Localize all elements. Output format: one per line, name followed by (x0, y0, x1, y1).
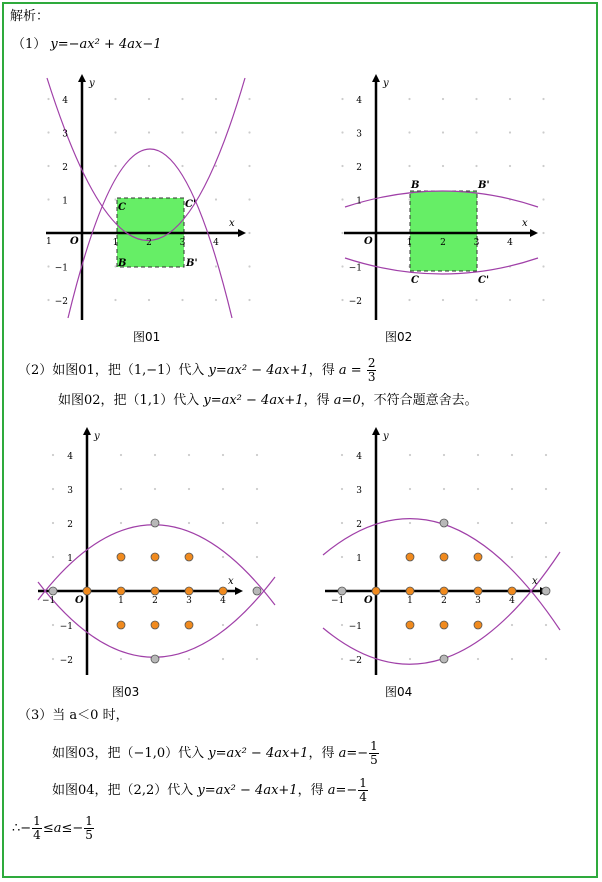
grid-dot (341, 522, 343, 524)
part2-line1: （2）如图01，把（1,−1）代入 y=ax² − 4ax+1，得 a = $\frac{2}{3}$ (18, 356, 376, 384)
grid-dot (545, 522, 547, 524)
grid-dot (475, 131, 477, 133)
grid-dot (52, 658, 54, 660)
x-tick-label: 1 (407, 596, 413, 606)
part3-line2-mid: ，得 (297, 783, 324, 798)
grid-dot (256, 624, 258, 626)
grid-dot (248, 232, 250, 234)
y-tick-label: 3 (67, 486, 73, 496)
orange-point (406, 553, 414, 561)
x-tick-neg1: 1 (46, 237, 52, 247)
grid-dot (248, 98, 250, 100)
orange-point (406, 587, 414, 595)
grid-dot (248, 131, 250, 133)
parabola-upper (323, 519, 560, 630)
x-tick-label: 3 (179, 238, 186, 248)
part1-formula: y=−ax² + 4ax−1 (50, 37, 162, 52)
grid-dot (443, 488, 445, 490)
y-axis-label: y (94, 431, 100, 442)
grid-dot (215, 165, 217, 167)
y-tick-label: −2 (59, 656, 73, 666)
grid-dot (475, 299, 477, 301)
part2-line1-var: a (338, 363, 347, 378)
y-tick-label: 4 (67, 452, 73, 462)
grid-dot (443, 454, 445, 456)
part2-line1-formula: y=ax² − 4ax+1 (208, 363, 309, 378)
figure-01 (40, 75, 250, 335)
grid-dot (545, 488, 547, 490)
grid-dot (511, 624, 513, 626)
part3-intro: 当 a＜0 时， (52, 708, 129, 723)
grid-dot (509, 299, 511, 301)
grid-dot (509, 131, 511, 133)
y-tick-label: 4 (356, 96, 362, 106)
grid-dot (545, 624, 547, 626)
part3-line1-formula: y=ax² − 4ax+1 (208, 746, 309, 761)
fig03-caption: 图03 (112, 685, 140, 699)
grid-dot (47, 198, 49, 200)
x-tick-label: 3 (475, 596, 481, 606)
grid-dot (256, 454, 258, 456)
grid-dot (114, 265, 116, 267)
y-axis-arrow (83, 427, 91, 435)
grid-dot (47, 299, 49, 301)
grid-dot (341, 299, 343, 301)
grid-dot (477, 522, 479, 524)
y-tick-label: 2 (356, 520, 362, 530)
grid-dot (52, 522, 54, 524)
y-tick-label: −1 (348, 263, 362, 274)
x-tick-label: 2 (440, 238, 446, 248)
orange-point (508, 587, 516, 595)
part3-intro-line (18, 709, 129, 722)
frac-den: 4 (359, 790, 367, 804)
grid-dot (148, 98, 150, 100)
frac-num: 2 (367, 356, 376, 370)
grid-dot (341, 198, 343, 200)
part1-line (12, 38, 162, 51)
y-tick-label: −1 (59, 622, 73, 632)
grid-dot (222, 488, 224, 490)
y-axis-label: y (383, 78, 389, 89)
grid-dot (341, 232, 343, 234)
grid-dot (509, 165, 511, 167)
grid-dot (188, 658, 190, 660)
y-tick-label: 1 (67, 554, 73, 564)
grid-dot (545, 454, 547, 456)
part3-line2-var: a=− (327, 783, 358, 798)
grid-dot (477, 454, 479, 456)
frac-den: 5 (85, 828, 93, 842)
grid-dot (341, 131, 343, 133)
grid-dot (148, 299, 150, 301)
grid-dot (542, 265, 544, 267)
orange-point (440, 621, 448, 629)
y-tick-label: 2 (356, 163, 362, 173)
grid-dot (542, 198, 544, 200)
grid-dot (120, 658, 122, 660)
grid-dot (222, 454, 224, 456)
figure-03 (35, 420, 285, 680)
grid-dot (341, 98, 343, 100)
orange-point (151, 553, 159, 561)
fig02-label-b-prime: B' (478, 180, 490, 191)
x-axis-label: x (228, 576, 234, 587)
grid-dot (148, 165, 150, 167)
orange-point (219, 587, 227, 595)
y-axis-label: y (383, 431, 389, 442)
grid-dot (511, 488, 513, 490)
grid-dot (248, 265, 250, 267)
part1-label: （1） (12, 37, 47, 52)
gray-point (49, 587, 57, 595)
grid-dot (442, 98, 444, 100)
origin-label: O (75, 595, 84, 606)
x-axis-arrow (235, 587, 243, 595)
fig02-label-c-prime: C' (478, 275, 490, 286)
part3-line2-pre: 如图04，把（2,2）代入 (52, 783, 194, 798)
part3-label: （3） (18, 708, 53, 723)
y-tick-label: 2 (67, 520, 73, 530)
origin-label: O (70, 236, 79, 247)
frac-den: 4 (33, 828, 41, 842)
x-tick-label: 3 (186, 596, 192, 606)
grid-dot (542, 165, 544, 167)
grid-dot (341, 165, 343, 167)
grid-dot (408, 131, 410, 133)
y-tick-label: −1 (54, 263, 68, 274)
x-tick-label: 1 (406, 238, 413, 248)
grid-dot (114, 131, 116, 133)
grid-dot (511, 522, 513, 524)
x-tick-labels (407, 596, 515, 606)
grid-dot (47, 165, 49, 167)
x-axis-label: x (532, 576, 538, 587)
x-tick-label: 2 (441, 596, 447, 606)
grid-dot (222, 624, 224, 626)
frac-num: 1 (370, 739, 378, 753)
x-axis-label: x (229, 218, 235, 229)
conclusion-line (12, 815, 95, 842)
orange-point (185, 587, 193, 595)
conclusion-mid: ≤a≤− (42, 821, 84, 836)
fraction-concl-2 (84, 815, 94, 842)
grid-dot (475, 98, 477, 100)
x-tick-neg1: −1 (42, 596, 56, 606)
green-square (410, 191, 477, 271)
y-tick-labels (349, 452, 363, 666)
orange-point (440, 587, 448, 595)
x-tick-label: 4 (507, 238, 513, 248)
part2-line2-formula: y=ax² − 4ax+1 (203, 393, 304, 408)
x-tick-neg1: −1 (331, 596, 345, 606)
gray-point (338, 587, 346, 595)
part3-line1-pre: 如图03，把（−1,0）代入 (52, 746, 205, 761)
fig01-label-c: C (118, 202, 126, 213)
grid-dot (188, 522, 190, 524)
frac-den: 5 (370, 753, 378, 767)
grid-dot (114, 299, 116, 301)
grid-dot (442, 299, 444, 301)
part2-line2-result: a=0 (333, 393, 361, 408)
y-axis-arrow (372, 74, 380, 82)
grid-dot (256, 556, 258, 558)
grid-dot (409, 658, 411, 660)
fraction-concl-1 (32, 815, 42, 842)
gray-point (253, 587, 261, 595)
y-tick-label: 2 (62, 163, 68, 173)
gray-point (151, 519, 159, 527)
y-tick-labels (55, 96, 69, 307)
orange-point (117, 553, 125, 561)
grid-dot (545, 658, 547, 660)
y-tick-label: −2 (54, 297, 68, 307)
grid-dot (215, 265, 217, 267)
y-axis-label: y (89, 78, 95, 89)
y-tick-label: 3 (62, 129, 68, 140)
gray-point (440, 655, 448, 663)
part3-line1 (52, 740, 380, 767)
y-tick-label: 1 (62, 196, 68, 207)
grid-dot (188, 488, 190, 490)
grid-dot (215, 131, 217, 133)
grid-dot (248, 198, 250, 200)
y-tick-label: 3 (356, 129, 362, 140)
part3-line2 (52, 777, 369, 804)
y-tick-label: 1 (356, 196, 362, 207)
grid-dot (542, 131, 544, 133)
grid-dot (181, 131, 183, 133)
gray-point (440, 519, 448, 527)
grid-dot (215, 299, 217, 301)
y-axis-arrow (78, 74, 86, 82)
orange-point (117, 587, 125, 595)
orange-point (151, 587, 159, 595)
frac-num: 1 (85, 814, 93, 828)
grid-dot (120, 454, 122, 456)
part2-line2-mid: ，得 (303, 393, 330, 408)
orange-point (185, 621, 193, 629)
fig01-label-b: B (118, 258, 127, 269)
fig02-caption: 图02 (385, 330, 413, 344)
figure-02 (335, 75, 545, 335)
fig02-label-c: C (411, 275, 419, 286)
curve-upper (50, 115, 240, 166)
grid-dot (442, 165, 444, 167)
fraction-1-5 (369, 740, 379, 767)
x-tick-label: 1 (112, 238, 119, 248)
x-tick-labels (118, 596, 226, 606)
part2-line2-pre: 如图02，把（1,1）代入 (58, 393, 200, 408)
grid-dot (409, 454, 411, 456)
solution-title: 解析： (10, 9, 50, 24)
fraction-2-3 (367, 357, 377, 384)
frac-num: 1 (33, 814, 41, 828)
grid-dot (477, 488, 479, 490)
fig01-label-c-prime: C' (185, 199, 197, 210)
origin-label: O (364, 236, 373, 247)
x-tick-label: 1 (118, 596, 124, 606)
orange-point (440, 553, 448, 561)
y-tick-label: 1 (356, 554, 362, 564)
grid-dot (256, 522, 258, 524)
grid-dot (114, 98, 116, 100)
y-tick-label: −2 (348, 656, 362, 666)
orange-point (185, 553, 193, 561)
frac-den: 3 (367, 370, 376, 384)
grid-dot (248, 165, 250, 167)
y-tick-label: 4 (356, 452, 362, 462)
grid-dot (114, 198, 116, 200)
grid-dot (222, 556, 224, 558)
grid-dot (256, 658, 258, 660)
grid-dot (47, 265, 49, 267)
gray-point (542, 587, 550, 595)
grid-dot (222, 522, 224, 524)
figure-04 (320, 420, 560, 680)
y-tick-labels (60, 452, 74, 666)
grid-dot (408, 165, 410, 167)
y-tick-label: −1 (348, 622, 362, 632)
grid-dot (215, 198, 217, 200)
grid-dot (341, 454, 343, 456)
x-tick-label: 4 (213, 238, 219, 248)
orange-point (151, 621, 159, 629)
x-tick-label: 3 (473, 238, 480, 248)
grid-dot (409, 488, 411, 490)
y-tick-label: 3 (356, 486, 362, 496)
orange-point (83, 587, 91, 595)
grid-dot (341, 556, 343, 558)
grid-dot (545, 556, 547, 558)
grid-dot (154, 488, 156, 490)
grid-dot (542, 232, 544, 234)
fig04-caption: 图04 (385, 685, 413, 699)
grid-dot (188, 454, 190, 456)
grid-dot (409, 522, 411, 524)
grid-dot (114, 165, 116, 167)
grid-dot (341, 624, 343, 626)
orange-point (372, 587, 380, 595)
grid-dot (408, 299, 410, 301)
orange-point (406, 621, 414, 629)
fig01-caption: 图01 (133, 330, 161, 344)
grid-dot (248, 299, 250, 301)
grid-dot (148, 131, 150, 133)
orange-point (474, 587, 482, 595)
part3-line1-var: a=− (338, 746, 369, 761)
x-tick-label: 2 (146, 238, 152, 248)
x-axis-label: x (522, 218, 528, 229)
orange-point (474, 621, 482, 629)
grid-dot (475, 165, 477, 167)
grid-dot (52, 556, 54, 558)
grid-dot (222, 658, 224, 660)
fraction-1-4 (358, 777, 368, 804)
grid-dot (408, 98, 410, 100)
grid-dot (542, 299, 544, 301)
grid-dot (511, 556, 513, 558)
orange-point (117, 621, 125, 629)
grid-dot (511, 454, 513, 456)
part2-line2 (58, 394, 478, 407)
x-tick-label: 4 (509, 596, 515, 606)
part2-line1-mid: ，得 (308, 363, 335, 378)
y-tick-labels (349, 96, 363, 307)
grid-dot (120, 522, 122, 524)
x-tick-label: 4 (220, 596, 226, 606)
origin-label: O (364, 595, 373, 606)
grid-dot (47, 98, 49, 100)
grid-dot (215, 98, 217, 100)
fig02-label-b: B (411, 180, 420, 191)
grid-dot (256, 488, 258, 490)
grid-dot (477, 658, 479, 660)
part2-line2-post: ，不符合题意舍去。 (360, 393, 478, 408)
y-axis-arrow (372, 427, 380, 435)
grid-dot (509, 98, 511, 100)
grid-dot (341, 658, 343, 660)
part3-line1-mid: ，得 (308, 746, 335, 761)
y-tick-label: −2 (348, 297, 362, 307)
grid-dot (52, 488, 54, 490)
part3-line2-formula: y=ax² − 4ax+1 (197, 783, 298, 798)
y-tick-label: 4 (62, 96, 68, 106)
x-axis-arrow (530, 229, 538, 237)
grid-dot (52, 454, 54, 456)
conclusion-pre: ∴− (12, 821, 32, 836)
grid-dot (442, 131, 444, 133)
part2-line1-pre: 如图01，把（1,−1）代入 (52, 363, 205, 378)
grid-dot (341, 265, 343, 267)
parabola-lower (323, 552, 560, 664)
gray-point (151, 655, 159, 663)
grid-dot (154, 454, 156, 456)
fig01-label-b-prime: B' (186, 258, 198, 269)
grid-dot (120, 488, 122, 490)
grid-dot (542, 98, 544, 100)
grid-dot (52, 624, 54, 626)
x-tick-label: 2 (152, 596, 158, 606)
grid-dot (47, 131, 49, 133)
frac-num: 1 (359, 776, 367, 790)
orange-point (474, 553, 482, 561)
grid-dot (511, 658, 513, 660)
part2-label: （2） (18, 363, 53, 378)
grid-dot (181, 165, 183, 167)
x-axis-arrow (238, 229, 246, 237)
grid-dot (181, 299, 183, 301)
grid-dot (341, 488, 343, 490)
